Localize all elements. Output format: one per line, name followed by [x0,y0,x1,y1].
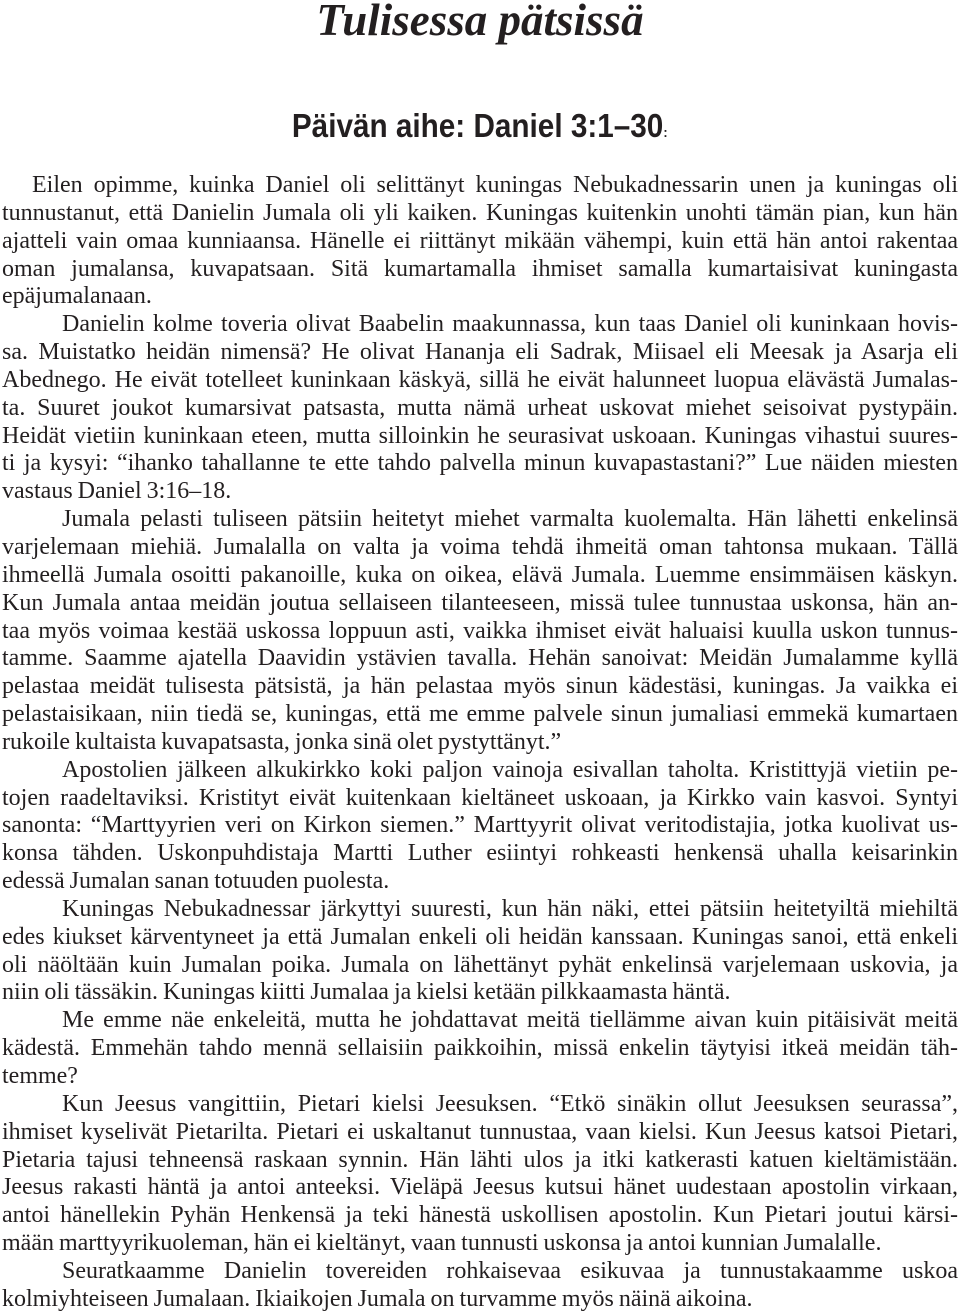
body-paragraph [2,311,958,506]
text-line: tojen raadeltaviksi. Kristityt eivät kuitenkaan kieltäneet uskoaan, ja Kirkko vain kasvoi. Syntyi [2,784,958,811]
text-line: edessä Jumalan sanan totuuden puolesta. [2,868,390,895]
text-line: tamme. Saamme ajatella Daavidin ystävien tavalla. Hehän sanoivat: Meidän Jumalamme kyllä [2,645,958,672]
text-line: konsa tähden. Uskonpuhdistaja Martti Luther esiintyi rohkeasti henkensä uhalla keisarinkin [2,840,958,867]
text-line: oman jumalansa, kuvapatsaan. Sitä kumartamalla ihmiset samalla kumartaisivat kuningasta [2,255,958,282]
body-paragraph [2,896,958,1007]
text-line: taa myös voimaa kestää uskossa loppuun asti, vaikka ihmiset eivät haluaisi kuulla uskon tunnus- [2,617,958,644]
page-subtitle [0,106,960,146]
text-line: sa. Muistatko heidän nimensä? He olivat Hananja eli Sadrak, Miisael eli Meesak ja Asarja eli [2,339,958,366]
text-line: kolmiyhteiseen Jumalaan. Ikiaikojen Jumala on turvamme myös näinä aikoina. [2,1285,753,1312]
text-line: rukoile kultaista kuvapatsasta, jonka sinä olet pystyttänyt.” [2,728,562,755]
body-paragraph [2,1258,958,1314]
text-line: edes kiukset kärventyneet ja että Jumalan enkeli oli heidän kanssaan. Kuningas sanoi, että enkeli [2,923,958,950]
text-line: epäjumalanaan. [2,283,152,310]
text-line: Jeesus rakasti häntä ja antoi anteeksi. Vieläpä Jeesus kutsui hänet uudestaan apostolin virkaan, [2,1174,958,1201]
text-line: sanonta: “Marttyyrien veri on Kirkon siemen.” Marttyyrit olivat veritodistajia, jotka kuolivat us- [2,812,958,839]
body-paragraph [2,757,958,896]
text-line: pelastaa meidät tulisesta pätsistä, ja hän pelastaa myös sinun kädestäsi, kuningas. Ja vaikka ei [2,673,958,700]
body-paragraph [2,506,958,757]
subtitle-wrapper [292,106,668,152]
text-line: ihmeellä Jumala osoitti pakanoille, kuka on oikea, elävä Jumala. Luemme ensimmäisen käskyn. [2,561,958,588]
body-paragraph [2,1007,958,1091]
body-paragraph [2,1091,958,1258]
text-line: oli näöltään kuin Jumalan poika. Jumala on lähettänyt pyhät enkelinsä varjelemaan uskovia, ja [2,951,958,978]
text-line: Apostolien jälkeen alkukirkko koki paljon vainoja esivallan taholta. Kristittyjä vietiin pe- [62,756,958,783]
page-title: Tulisessa pätsissä [316,0,644,45]
text-line: vastaus Daniel 3:16–18. [2,478,232,505]
text-line: ajatteli vain omaa kunniaansa. Hänelle ei riittänyt mikään vähempi, kuin että hän antoi rakentaa [2,227,958,254]
text-line: niin oli tässäkin. Kuningas kiitti Jumalaa ja kielsi ketään pilkkaamasta häntä. [2,979,731,1006]
text-line: temme? [2,1063,78,1089]
text-line: Kun Jumala antaa meidän joutua sellaiseen tilanteeseen, missä tulee tunnustaa uskonsa, hän an- [2,589,958,616]
text-line: Seuratkaamme Danielin tovereiden rohkaisevaa esikuvaa ja tunnustakaamme uskoa [62,1257,958,1284]
body-text [2,172,958,1314]
text-line: varjelemaan miehiä. Jumalalla on valta ja voima tehdä ihmeitä oman tahtonsa mukaan. Tällä [2,533,958,560]
text-line: Abednego. He eivät totelleet kuninkaan käskyä, sillä he eivät halunneet luopua elävästä Jumalas- [2,366,958,393]
text-line: mään marttyyrikuoleman, hän ei kieltänyt, vaan tunnusti uskonsa ja antoi kunnian Jumalalle. [2,1230,882,1257]
text-line: Me emme näe enkeleitä, mutta he johdattavat meitä tiellämme aivan kuin pitäisivät meitä [62,1007,958,1034]
text-line: tunnustanut, että Danielin Jumala oli yli kaiken. Kuningas kuitenkin unohti tämän pian, kun hän [2,199,958,226]
text-line: ti ja kysyi: “ihanko tahallanne te ette tahdo palvella minun kuvapastastani?” Lue näiden miesten [2,450,958,477]
text-line: Pietaria tajusi tehneensä raskaan synnin. Hän lähti ulos ja itki katkerasti katuen kieltämistään. [2,1146,958,1173]
subtitle-suffix: : [663,124,668,140]
text-line: Danielin kolme toveria olivat Baabelin maakunnassa, kun taas Daniel oli kuninkaan hovis- [62,311,958,338]
subtitle-text: Päivän aihe: Daniel 3:1–30 [292,107,664,144]
text-line: Jumala pelasti tuliseen pätsiin heitetyt miehet varmalta kuolemalta. Hän lähetti enkelinsä [62,506,958,533]
text-line: Eilen opimme, kuinka Daniel oli selittänyt kuningas Nebukadnessarin unen ja kuningas oli [32,172,958,198]
text-line: pelastaisikaan, niin tiedä se, kuningas, että me emme palvele sinun jumaliasi emmekä kumartaen [2,701,958,728]
body-paragraph [2,172,958,311]
text-line: antoi hänellekin Pyhän Henkensä ja teki hänestä uskollisen apostolin. Kun Pietari joutui kärsi- [2,1202,958,1229]
text-line: Heidät vietiin kuninkaan eteen, mutta silloinkin he seurasivat uskoaan. Kuningas vihastui suures- [2,422,958,449]
text-line: ihmiset kyselivät Pietarilta. Pietari ei uskaltanut tunnustaa, vaan kielsi. Kun Jeesus katsoi Pietari, [2,1118,958,1145]
text-line: kädestä. Emmehän tahdo mennä sellaisiin paikkoihin, missä enkelin täytyisi itkeä meidän täh- [2,1035,958,1062]
text-line: ta. Suuret joukot kumarsivat patsasta, mutta nämä urheat uskovat miehet seisoivat pystypäin. [2,394,958,421]
text-line: Kuningas Nebukadnessar järkyttyi suuresti, kun hän näki, ettei pätsiin heitetyiltä miehiltä [62,895,958,922]
text-line: Kun Jeesus vangittiin, Pietari kielsi Jeesuksen. “Etkö sinäkin ollut Jeesuksen seurassa”, [62,1090,958,1117]
